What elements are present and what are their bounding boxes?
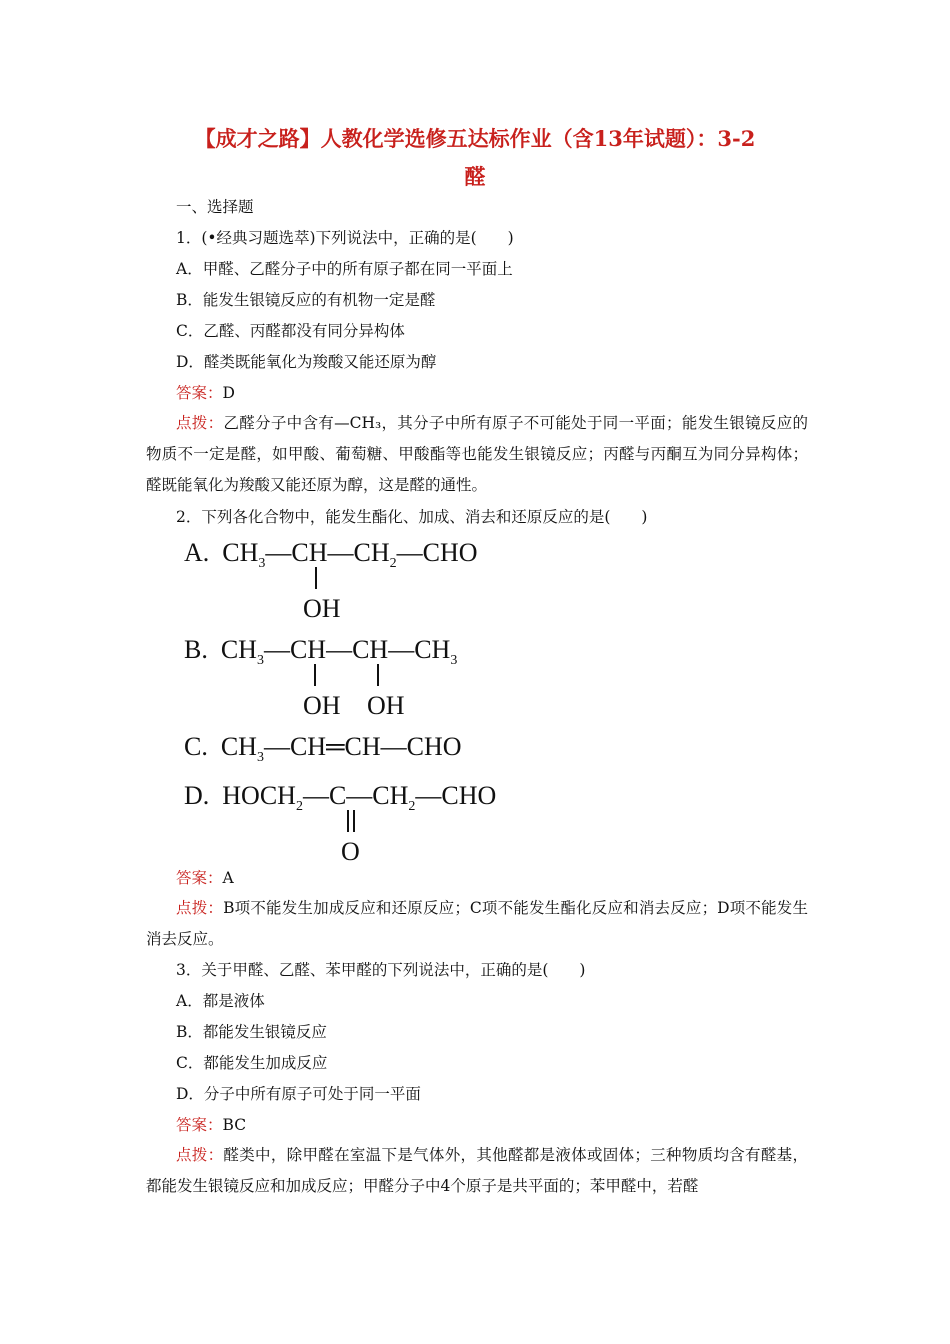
q3-stem: 3．关于甲醛、乙醛、苯甲醛的下列说法中，正确的是( ): [176, 961, 586, 979]
bond-line: [314, 664, 316, 686]
answer-value: D: [222, 384, 235, 402]
answer-label: 答案：: [176, 384, 223, 402]
formula-a-oh: OH: [303, 594, 341, 623]
q1-hint: [146, 408, 808, 501]
formula-b-oh2: OH: [367, 691, 405, 720]
bond-line: [377, 664, 379, 686]
q3-answer: [176, 1115, 838, 1135]
q1-option-c: C．乙醛、丙醛都没有同分异构体: [176, 322, 405, 340]
answer-label: 答案：: [176, 1116, 223, 1134]
q2-stem: 2．下列各化合物中，能发生酯化、加成、消去和还原反应的是( ): [176, 508, 648, 526]
q3-option-c: C．都能发生加成反应: [176, 1054, 328, 1072]
q3-option-b: B．都能发生银镜反应: [176, 1023, 327, 1041]
hint-text: 乙醛分子中含有—CH₃，其分子中所有原子不可能处于同一平面；能发生银镜反应的物质不一定是醛，如甲酸、葡萄糖、甲酸酯等也能发生银镜反应；丙醛与丙酮互为同分异构体；醛既能氧化为羧酸又能还原为醇，这是醛的通性。: [146, 414, 808, 494]
answer-value: BC: [222, 1116, 247, 1134]
hint-label: 点拨：: [176, 414, 224, 432]
doc-title-line1: 【成才之路】人教化学选修五达标作业（含13年试题）：3-2: [194, 126, 756, 151]
q1-option-a: A．甲醛、乙醛分子中的所有原子都在同一平面上: [176, 260, 513, 278]
q1-option-d: D．醛类既能氧化为羧酸又能还原为醇: [176, 353, 437, 371]
q1-stem: 1．(•经典习题选萃)下列说法中，正确的是( ): [176, 229, 514, 247]
answer-value: A: [222, 869, 234, 887]
formula-d-label: D.: [184, 781, 210, 810]
q2-answer: [176, 868, 838, 888]
doc-title-line2: 醛: [464, 164, 486, 189]
formula-a-label: A.: [184, 538, 210, 567]
q3-option-d: D．分子中所有原子可处于同一平面: [176, 1085, 421, 1103]
bond-line: [315, 567, 317, 589]
section-heading: 一、选择题: [176, 198, 254, 216]
q3-hint: [146, 1140, 808, 1202]
formula-b-label: B.: [184, 635, 208, 664]
answer-label: 答案：: [176, 869, 223, 887]
double-bond-line: [353, 810, 355, 832]
q1-option-b: B．能发生银镜反应的有机物一定是醛: [176, 291, 436, 309]
q1-answer: [176, 383, 838, 403]
hint-label: 点拨：: [176, 1146, 224, 1164]
double-bond-line: [347, 810, 349, 832]
q3-option-a: A．都是液体: [176, 992, 265, 1010]
formula-d-o: O: [341, 837, 360, 866]
formula-b-oh1: OH: [303, 691, 341, 720]
formula-c-label: C.: [184, 732, 208, 761]
q2-hint: [146, 893, 808, 955]
hint-text: B项不能发生加成反应和还原反应；C项不能发生酯化反应和消去反应；D项不能发生消去反应。: [146, 899, 808, 948]
hint-text: 醛类中，除甲醛在室温下是气体外，其他醛都是液体或固体；三种物质均含有醛基，都能发生银镜反应和加成反应；甲醛分子中4个原子是共平面的；苯甲醛中，若醛: [146, 1146, 808, 1195]
hint-label: 点拨：: [176, 899, 224, 917]
